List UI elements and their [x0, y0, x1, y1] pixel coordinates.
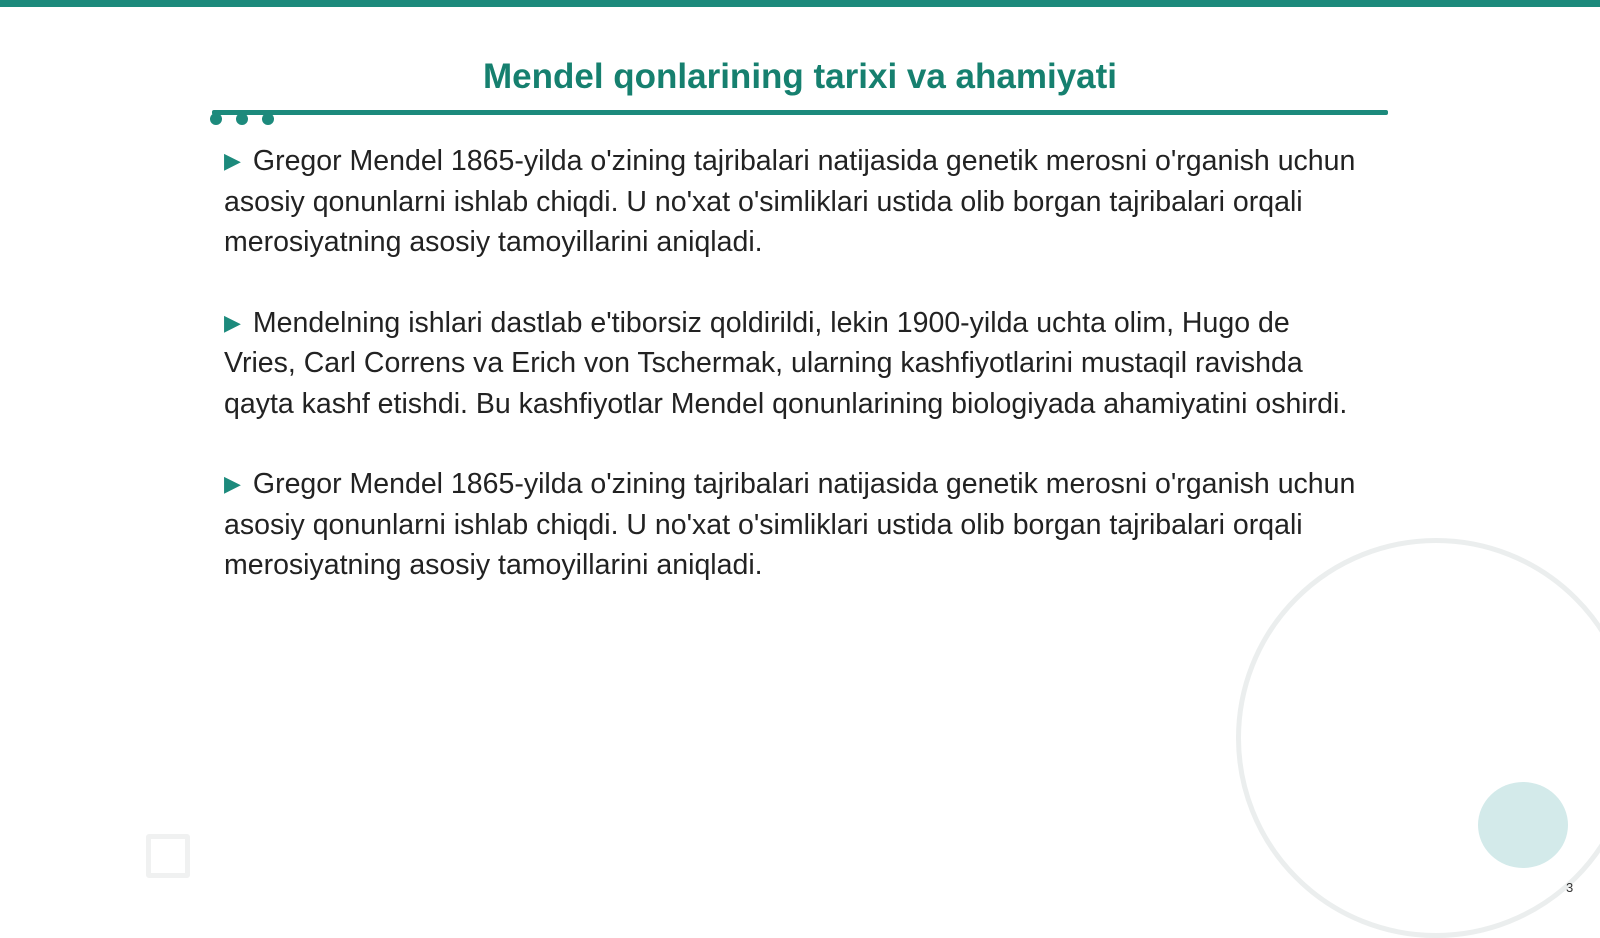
title-underline [212, 110, 1388, 115]
triangle-right-icon: ▶ [224, 309, 241, 335]
slide-content [224, 141, 1364, 626]
decor-dot [262, 113, 274, 125]
paragraph-text: Mendelning ishlari dastlab e'tiborsiz qoldirildi, lekin 1900-yilda uchta olim, Hugo de Vries, Carl Correns va Erich von Tschermak, ularning kashfiyotlarini mustaqil ravishda qayta kashf etishdi. Bu kashfiyotlar Mendel qonunlarining biologiyada ahamiyatini oshirdi. [224, 306, 1348, 420]
decor-circle [1478, 782, 1568, 868]
decor-square [146, 834, 190, 878]
bullet-paragraph [224, 141, 1364, 263]
paragraph-text: Gregor Mendel 1865-yilda o'zining tajribalari natijasida genetik merosni o'rganish uchun asosiy qonunlarni ishlab chiqdi. U no'xat o'simliklari ustida olib borgan tajribalari orqali merosiyatning asosiy tamoyillarini aniqladi. [224, 468, 1356, 581]
top-accent-bar [0, 0, 1600, 7]
bullet-paragraph [224, 303, 1364, 425]
triangle-right-icon: ▶ [224, 471, 241, 496]
decor-dot [236, 113, 248, 125]
triangle-right-icon: ▶ [224, 148, 241, 173]
decor-dot [210, 113, 222, 125]
bullet-paragraph [224, 464, 1364, 586]
slide-title: Mendel qonlarining tarixi va ahamiyati [482, 57, 1118, 96]
paragraph-text: Gregor Mendel 1865-yilda o'zining tajribalari natijasida genetik merosni o'rganish uchun asosiy qonunlarni ishlab chiqdi. U no'xat o'simliklari ustida olib borgan tajribalari orqali merosiyatning asosiy tamoyillarini aniqladi. [224, 145, 1356, 258]
page-number: 3 [1566, 880, 1574, 895]
